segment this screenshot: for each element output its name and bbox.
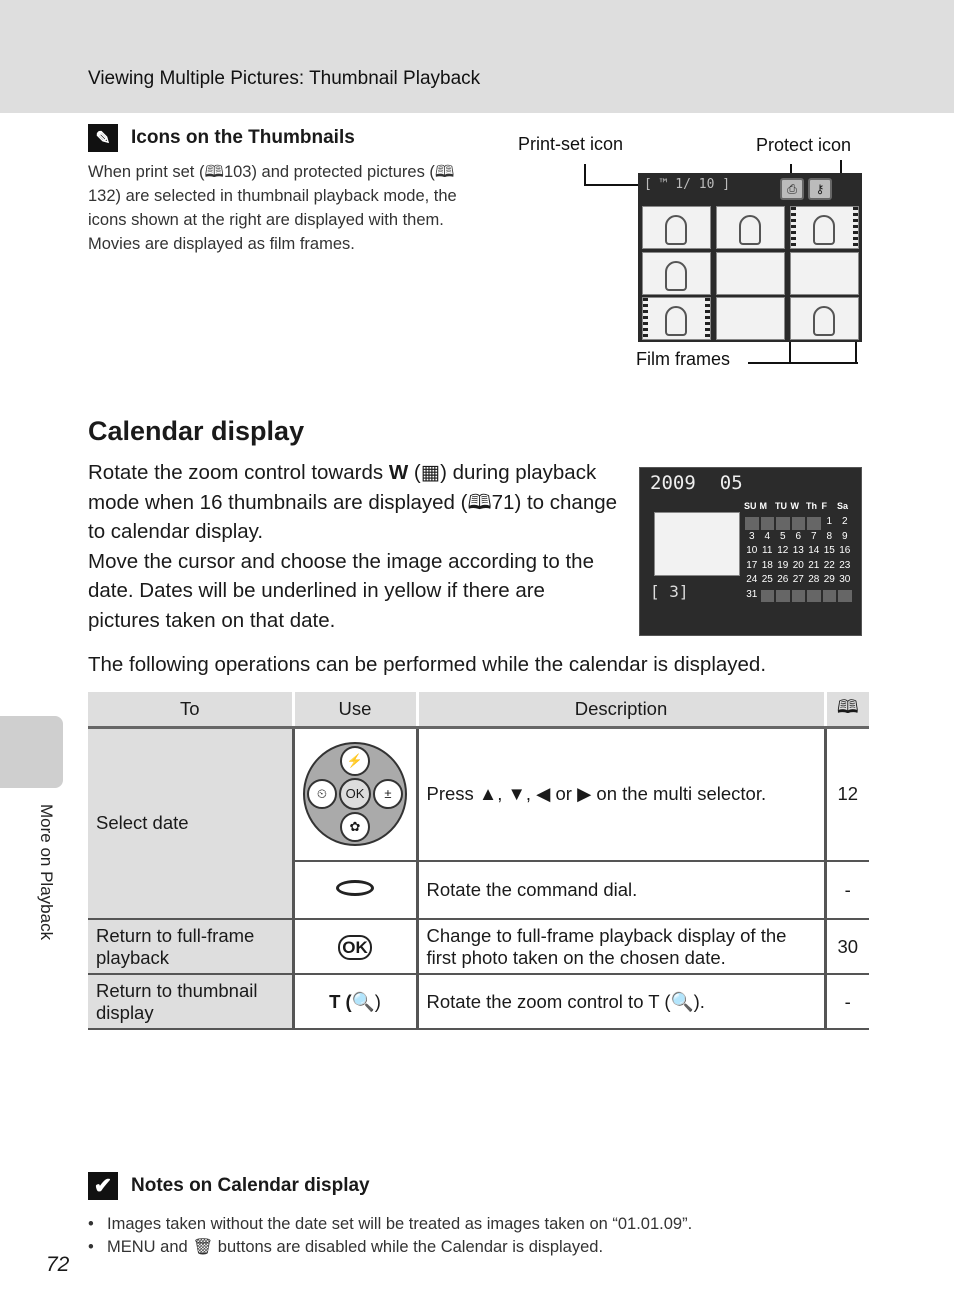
calendar-day: 4 (764, 530, 771, 542)
text-fragment: ) and protected pictures ( (251, 163, 435, 181)
text-fragment: Rotate the zoom control towards (88, 461, 389, 484)
calendar-empty-cell (838, 590, 852, 603)
zoom-tele-symbol: T ( (329, 990, 352, 1012)
book-icon: 🕮 (434, 162, 455, 181)
calendar-empty-cell (792, 517, 806, 530)
text-fragment: ) are selected in thumbnail playback mode, the icons shown at the right are displayed with them. (88, 187, 457, 229)
header-title: Viewing Multiple Pictures: Thumbnail Playback (88, 68, 481, 89)
calendar-day: 15 (823, 545, 835, 556)
thumbnail-movie (642, 297, 711, 340)
calendar-day: 3 (748, 530, 755, 542)
ok-button-icon: OK (338, 935, 372, 960)
list-item: • MENU and 🗑 buttons are disabled while the Calendar is displayed. (88, 1236, 868, 1259)
row-page: - (825, 861, 869, 919)
calendar-notes-heading (88, 1172, 370, 1200)
row-description: Rotate the command dial. (417, 861, 825, 919)
person-figure (665, 261, 687, 291)
calendar-day: 5 (779, 530, 786, 542)
text-fragment: When print set ( (88, 163, 205, 181)
calendar-preview-photo (654, 512, 740, 576)
calendar-day: 16 (839, 545, 851, 556)
operations-table (88, 692, 869, 1030)
row-page: - (825, 974, 869, 1029)
column-header-page (825, 692, 869, 727)
protect-icon-label: Protect icon (756, 135, 852, 155)
film-frame (643, 298, 648, 339)
person-figure (665, 215, 687, 245)
row-to: Return to thumbnail display (88, 974, 293, 1029)
thumbnail-note-title: Icons on the Thumbnails (131, 127, 355, 148)
calendar-header (650, 472, 767, 494)
book-icon: 🕮 (204, 162, 224, 181)
calendar-day: 25 (761, 574, 773, 585)
calendar-day: 17 (746, 559, 758, 571)
thumbnail-note-body (88, 160, 468, 256)
calendar-day: 23 (839, 559, 851, 571)
calendar-day: 29 (823, 574, 835, 585)
calendar-empty-cell (807, 590, 821, 603)
column-header-to: To (88, 692, 293, 727)
calendar-day: 9 (841, 530, 848, 542)
thumbnail (716, 252, 785, 295)
thumbnail-note-paragraph-1 (88, 160, 468, 232)
calendar-day: 31 (746, 588, 758, 600)
calendar-day: 22 (823, 559, 835, 571)
table-header-row (88, 692, 869, 727)
calendar-day: 20 (792, 559, 804, 571)
column-header-use: Use (293, 692, 417, 727)
calendar-day: 12 (777, 545, 789, 556)
side-tab-label: More on Playback (37, 804, 56, 941)
person-figure (813, 306, 835, 336)
calendar-empty-cell (761, 517, 775, 530)
header-band (0, 0, 954, 113)
calendar-day: 21 (808, 559, 820, 571)
text-fragment: ( (408, 461, 421, 484)
weekday-label: F (821, 501, 827, 511)
row-use (293, 974, 417, 1029)
thumbnail (716, 297, 785, 340)
thumbnail-counter: [ ™ 1/ 10 ] (644, 177, 731, 192)
row-description: Change to full-frame playback display of the first photo taken on the chosen date. (417, 919, 825, 974)
weekday-label: Th (806, 501, 817, 511)
checkmark-icon: ✔ (88, 1172, 118, 1200)
calendar-day: 24 (746, 574, 758, 585)
intro-paragraph-1 (88, 458, 618, 547)
calendar-year: 2009 (650, 472, 696, 494)
calendar-day: 2 (841, 516, 848, 527)
intro-paragraph-2: Move the cursor and choose the image according to the date. Dates will be underlined in yellow if there are pictures taken on that date. (88, 549, 594, 632)
thumbnail-screen (638, 173, 862, 342)
table-row (88, 919, 869, 974)
thumbnail-grid-icon: ▦ (420, 461, 441, 484)
calendar-day: 11 (762, 545, 773, 556)
calendar-screen (639, 467, 862, 636)
row-page: 30 (825, 919, 869, 974)
row-use (293, 919, 417, 974)
row-to: Return to full-frame playback (88, 919, 293, 974)
person-figure (813, 215, 835, 245)
multi-selector-icon (303, 742, 407, 846)
calendar-month: 05 (719, 472, 743, 494)
weekday-label: M (759, 501, 767, 511)
calendar-day: 28 (808, 574, 820, 585)
film-frame (791, 207, 796, 248)
person-figure (665, 306, 687, 336)
calendar-empty-cell (776, 517, 790, 530)
calendar-empty-cell (792, 590, 806, 603)
calendar-day: 6 (795, 530, 802, 542)
film-frames-label: Film frames (636, 349, 730, 369)
row-description: Press ▲, ▼, ◀ or ▶ on the multi selector. (417, 727, 825, 861)
film-frame (853, 207, 858, 248)
thumbnail-movie (790, 206, 859, 249)
print-set-icon-label: Print-set icon (518, 134, 624, 154)
operations-intro: The following operations can be performed while the calendar is displayed. (88, 653, 767, 676)
calendar-day: 10 (746, 545, 758, 556)
section-title: Calendar display (88, 416, 305, 446)
pencil-icon: ✎ (88, 124, 118, 152)
calendar-empty-cell (823, 590, 837, 603)
thumbnail (642, 252, 711, 295)
calendar-empty-cell (745, 517, 759, 530)
calendar-day: 7 (810, 530, 817, 542)
calendar-empty-cell (761, 590, 775, 603)
thumbnail (716, 206, 785, 249)
calendar-day: 8 (826, 530, 833, 542)
calendar-day: 26 (777, 574, 789, 585)
table-row (88, 727, 869, 861)
thumbnail (790, 297, 859, 340)
film-frame (705, 298, 710, 339)
magnifier-icon: 🔍 (351, 990, 375, 1012)
page-ref: 132 (88, 187, 116, 205)
calendar-weekdays (744, 501, 853, 511)
row-use (293, 861, 417, 919)
thumbnail-note-paragraph-2: Movies are displayed as film frames. (88, 235, 355, 253)
weekday-label: SU (744, 501, 757, 511)
list-item: • Images taken without the date set will be treated as images taken on “01.01.09”. (88, 1213, 868, 1236)
calendar-day: 13 (792, 545, 804, 556)
calendar-empty-cell (807, 517, 821, 530)
weekday-label: W (790, 501, 799, 511)
zoom-wide-symbol: W (388, 461, 409, 484)
thumbnail (790, 252, 859, 295)
book-icon: 🕮 (836, 696, 859, 718)
page-ref: 71 (491, 490, 515, 514)
protect-icon: ⚷ (808, 178, 832, 200)
side-tab (0, 716, 63, 788)
exposure-compensation-icon: ± (373, 779, 403, 809)
thumbnail (642, 206, 711, 249)
calendar-day: 1 (826, 516, 833, 527)
calendar-day: 19 (777, 559, 789, 571)
calendar-days (744, 516, 853, 603)
row-description: Rotate the zoom control to T (🔍). (417, 974, 825, 1029)
print-set-icon: ⎙ (780, 178, 804, 200)
ok-button-icon: OK (339, 778, 371, 810)
text-fragment: ) to change to calendar display. (88, 490, 618, 543)
text-fragment: ) during playback mode when 16 thumbnails are displayed ( (88, 461, 597, 514)
row-page: 12 (825, 727, 869, 861)
calendar-empty-cell (776, 590, 790, 603)
calendar-notes-title: Notes on Calendar display (131, 1175, 370, 1196)
film-callout-line (748, 362, 858, 364)
row-use (293, 727, 417, 861)
calendar-day: 30 (839, 574, 851, 585)
row-to: Select date (88, 727, 293, 919)
thumbnail-note-heading (88, 124, 355, 152)
command-dial-icon (336, 880, 374, 896)
weekday-label: TU (775, 501, 787, 511)
calendar-intro (88, 458, 618, 635)
macro-mode-icon: ✿ (340, 812, 370, 842)
page-number: 72 (46, 1253, 70, 1276)
calendar-day: 27 (792, 574, 804, 585)
table-row (88, 974, 869, 1029)
calendar-day: 14 (808, 545, 820, 556)
weekday-label: Sa (837, 501, 849, 511)
self-timer-icon: ⏲ (307, 779, 337, 809)
calendar-day: 18 (761, 559, 773, 571)
person-figure (739, 215, 761, 245)
text-fragment: ) (374, 990, 381, 1012)
page-ref: 103 (223, 163, 252, 181)
book-icon: 🕮 (467, 489, 492, 514)
column-header-description: Description (417, 692, 825, 727)
calendar-image-count: [ 3] (650, 582, 689, 601)
flash-mode-icon: ⚡ (340, 746, 370, 776)
calendar-notes-list (88, 1213, 868, 1259)
